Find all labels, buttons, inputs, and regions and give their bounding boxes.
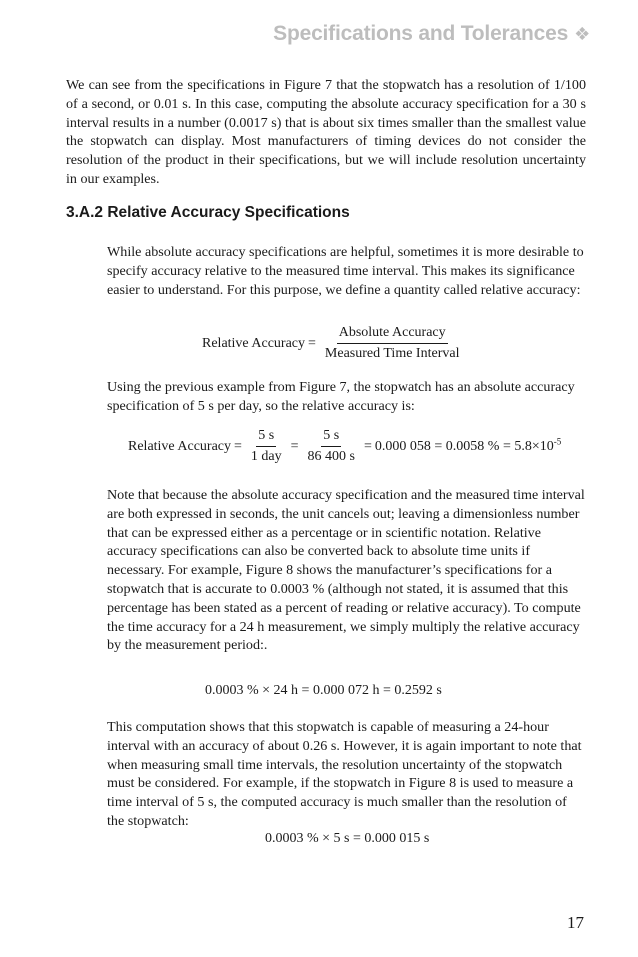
running-header-title: Specifications and Tolerances	[273, 22, 569, 45]
paragraph-conversion: Note that because the absolute accuracy specification and the measured time interval are both expressed in seconds, the unit cancels out; leaving a dimensionless number that can be expressed either as a percentage or in scientific notation. Relative accuracy specifications can also be converted back to absolute time units if necessary. For example, Figure 8 shows the manufacturer’s specifications for a stopwatch that is accurate to 0.0003 % (although not stated, it is assumed that this percentage has been stated as a percent of reading or relative accuracy). To compute the time accuracy for a 24 h measurement, we simply multiply the relative accuracy by the measurement period:.	[107, 487, 585, 654]
section-heading: 3.A.2 Relative Accuracy Specifications	[66, 204, 350, 221]
eq2-rhs	[374, 435, 562, 455]
eq1-lhs: Relative Accuracy	[202, 335, 306, 351]
eq2-equals: =	[234, 438, 242, 454]
page-number: 17	[567, 913, 584, 932]
eq2-exponent: -5	[553, 435, 562, 446]
equation-relative-accuracy-definition	[202, 325, 465, 362]
eq1-numerator: Absolute Accuracy	[337, 325, 448, 344]
eq2-f2-numerator: 5 s	[321, 428, 341, 447]
paragraph-example: Using the previous example from Figure 7, the stopwatch has an absolute accuracy specification of 5 s per day, so the relative accuracy is:	[107, 379, 575, 414]
eq2-rhs-value: 0.000 058 = 0.0058 % = 5.8×10	[374, 438, 554, 454]
paragraph-resolution-note: This computation shows that this stopwatch is capable of measuring a 24-hour interval with an accuracy of about 0.26 s. However, it is again important to note that when measuring small time intervals, the resolution uncertainty of the stopwatch must be considered. For example, if the stopwatch in Figure 8 is used to measure a time interval of 5 s, the computed accuracy is much smaller than the resolution of the stopwatch:	[107, 719, 582, 829]
eq2-fraction-1	[249, 428, 284, 465]
eq2-fraction-2	[306, 428, 357, 465]
eq1-equals: =	[308, 335, 316, 351]
equation-24h: 0.0003 % × 24 h = 0.000 072 h = 0.2592 s	[205, 683, 442, 698]
eq1-denominator: Measured Time Interval	[324, 346, 460, 361]
eq2-lhs: Relative Accuracy	[128, 438, 232, 454]
equation-5s: 0.0003 % × 5 s = 0.000 015 s	[265, 831, 430, 846]
paragraph-relative-accuracy-intro: While absolute accuracy specifications are helpful, sometimes it is more desirable to specify accuracy relative to the measured time interval. This makes its significance easier to understand. For this purpose, we define a quantity called relative accuracy:	[107, 244, 584, 298]
ornament-icon: ❖	[574, 24, 590, 44]
eq2-f1-denominator: 1 day	[250, 449, 282, 464]
equation-relative-accuracy-example	[128, 428, 561, 465]
running-header	[273, 22, 590, 46]
eq2-f2-denominator: 86 400 s	[307, 449, 355, 464]
eq2-equals-2: =	[290, 438, 299, 454]
eq1-fraction	[323, 325, 462, 362]
eq2-f1-numerator: 5 s	[256, 428, 276, 447]
eq2-equals-3: =	[364, 438, 372, 454]
intro-paragraph: We can see from the specifications in Figure 7 that the stopwatch has a resolution of 1/100 of a second, or 0.01 s. In this case, computing the absolute accuracy specification for a 30 s interval results in a number (0.0017 s) that is about six times smaller than the smallest value the stopwatch can display. Most manufacturers of timing devices do not consider the resolution of the product in their specifications, but we will include resolution uncertainty in our examples.	[66, 77, 586, 187]
